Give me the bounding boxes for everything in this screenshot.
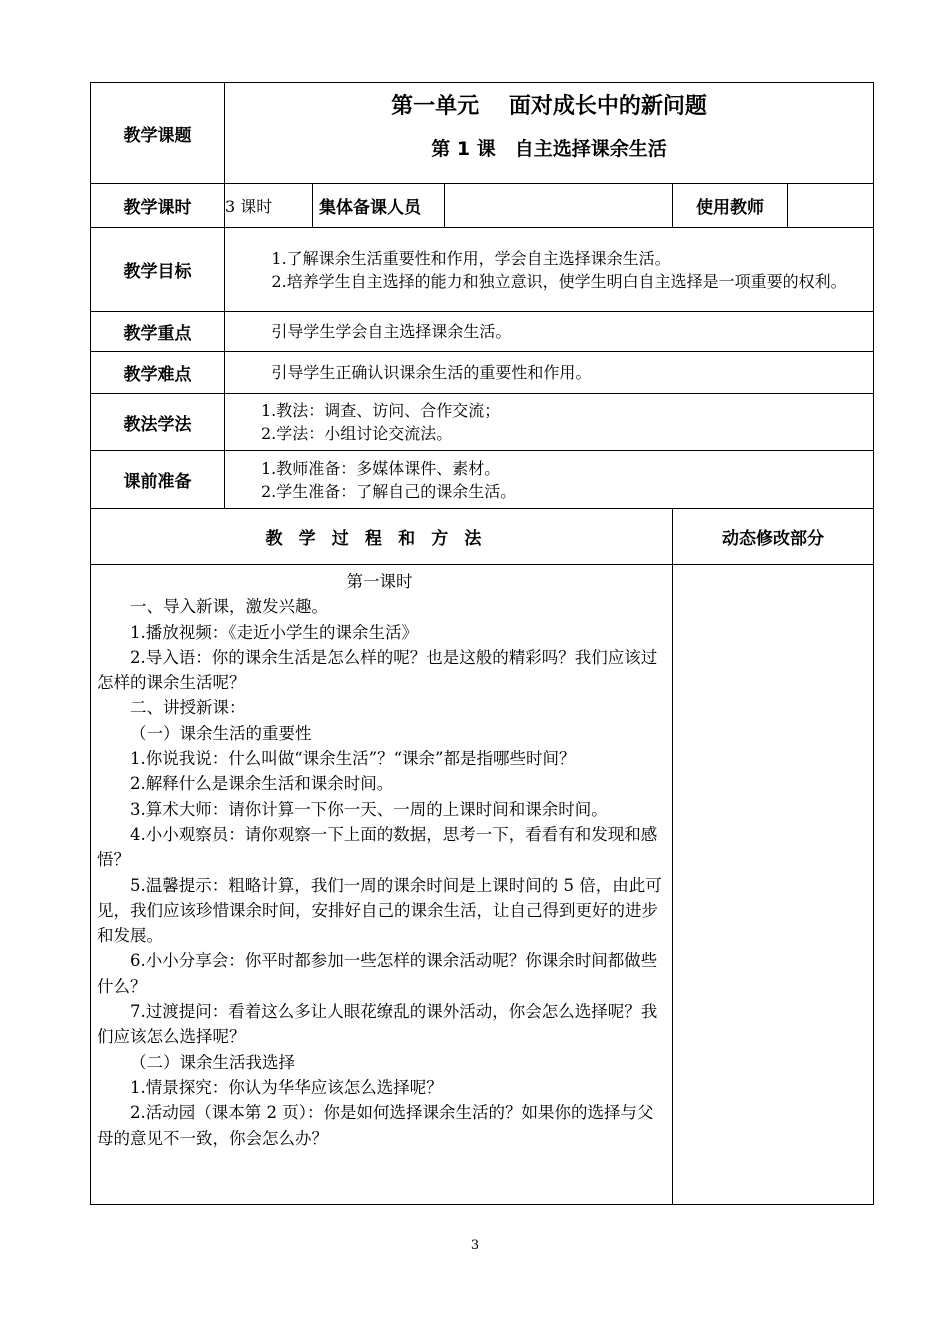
process-paragraph: 1.情景探究：你认为华华应该怎么选择呢？ [130,1077,443,1097]
difficulty-label: 教学难点 [91,352,225,394]
process-header-row [91,509,874,565]
side-heading: 动态修改部分 [673,509,874,565]
process-paragraph: 1.播放视频：《走近小学生的课余生活》 [130,622,418,642]
preparation-label: 课前准备 [91,451,225,509]
group-value [445,184,673,228]
preparation-item: 2.学生准备：了解自己的课余生活。 [261,481,517,501]
difficulty-content [225,352,874,394]
process-paragraph: （二）课余生活我选择 [130,1052,295,1072]
hours-label: 教学课时 [91,184,225,228]
teacher-value [788,184,874,228]
method-item: 1.教法：调查、访问、合作交流； [261,401,501,420]
difficulty-text: 引导学生正确认识课余生活的重要性和作用。 [271,363,592,382]
process-paragraph: 3.算术大师：请你计算一下你一天、一周的上课时间和课余时间。 [130,799,608,819]
process-paragraph: 6.小小分享会：你平时都参加一些怎样的课余活动呢？你课余时间都做些什么？ [97,951,658,996]
process-heading: 教学过程和方法 [91,509,673,565]
methods-row [91,394,874,451]
process-paragraph: 4.小小观察员：请你观察一下上面的数据，思考一下，看看有和发现和感悟？ [97,824,658,870]
session-title: 第一课时 [346,572,413,591]
methods-content [225,394,874,451]
goals-row [91,228,874,312]
goal-item: 1.了解课余生活重要性和作用，学会自主选择课余生活。 [271,248,671,268]
method-item: 2.学法：小组讨论交流法。 [261,424,453,443]
goal-item: 2.培养学生自主选择的能力和独立意识，使学生明白自主选择是一项重要的权利。 [271,271,847,291]
process-paragraph: 二、讲授新课： [130,698,246,718]
revision-column [673,565,874,1205]
unit-title: 第一单元 面对成长中的新问题 [391,94,707,119]
methods-label: 教法学法 [91,394,225,451]
subject-label: 教学课题 [91,83,225,184]
process-paragraph: （一）课余生活的重要性 [130,723,312,743]
key-point-row [91,312,874,352]
goals-content [225,228,874,312]
key-point-text: 引导学生学会自主选择课余生活。 [271,322,512,341]
process-paragraph: 2.活动园（课本第 2 页）：你是如何选择课余生活的？如果你的选择与父母的意见不一致，你会怎么办？ [97,1103,654,1148]
key-point-label: 教学重点 [91,312,225,352]
preparation-row [91,451,874,509]
key-point-content [225,312,874,352]
group-label: 集体备课人员 [313,184,445,228]
process-paragraph: 2.解释什么是课余生活和课余时间。 [130,774,394,794]
preparation-content [225,451,874,509]
lesson-title: 第 1 课 自主选择课余生活 [431,138,667,160]
process-paragraph: 一、导入新课，激发兴趣。 [130,597,328,617]
goals-label: 教学目标 [91,228,225,312]
title-cell [225,83,874,184]
process-paragraph: 1.你说我说：什么叫做“课余生活”？“课余”都是指哪些时间？ [130,749,576,769]
preparation-item: 1.教师准备：多媒体课件、素材。 [261,458,501,478]
hours-value: 3 课时 [225,184,313,228]
process-body-row [91,565,874,1205]
process-body [91,565,673,1205]
subject-row [91,83,874,184]
lesson-plan-table [90,82,874,1205]
process-paragraph: 5.温馨提示：粗略计算，我们一周的课余时间是上课时间的 5 倍，由此可见，我们应该珍惜课余时间，安排好自己的课余生活，让自己得到更好的进步和发展。 [97,875,662,946]
difficulty-row [91,352,874,394]
teacher-label: 使用教师 [673,184,788,228]
process-paragraph: 2.导入语：你的课余生活是怎么样的呢？也是这般的精彩吗？我们应该过怎样的课余生活呢？ [97,647,658,693]
meta-row [91,184,874,228]
process-paragraph: 7.过渡提问：看着这么多让人眼花缭乱的课外活动，你会怎么选择呢？我们应该怎么选择呢？ [97,1002,658,1047]
page-number: 3 [470,1238,480,1253]
